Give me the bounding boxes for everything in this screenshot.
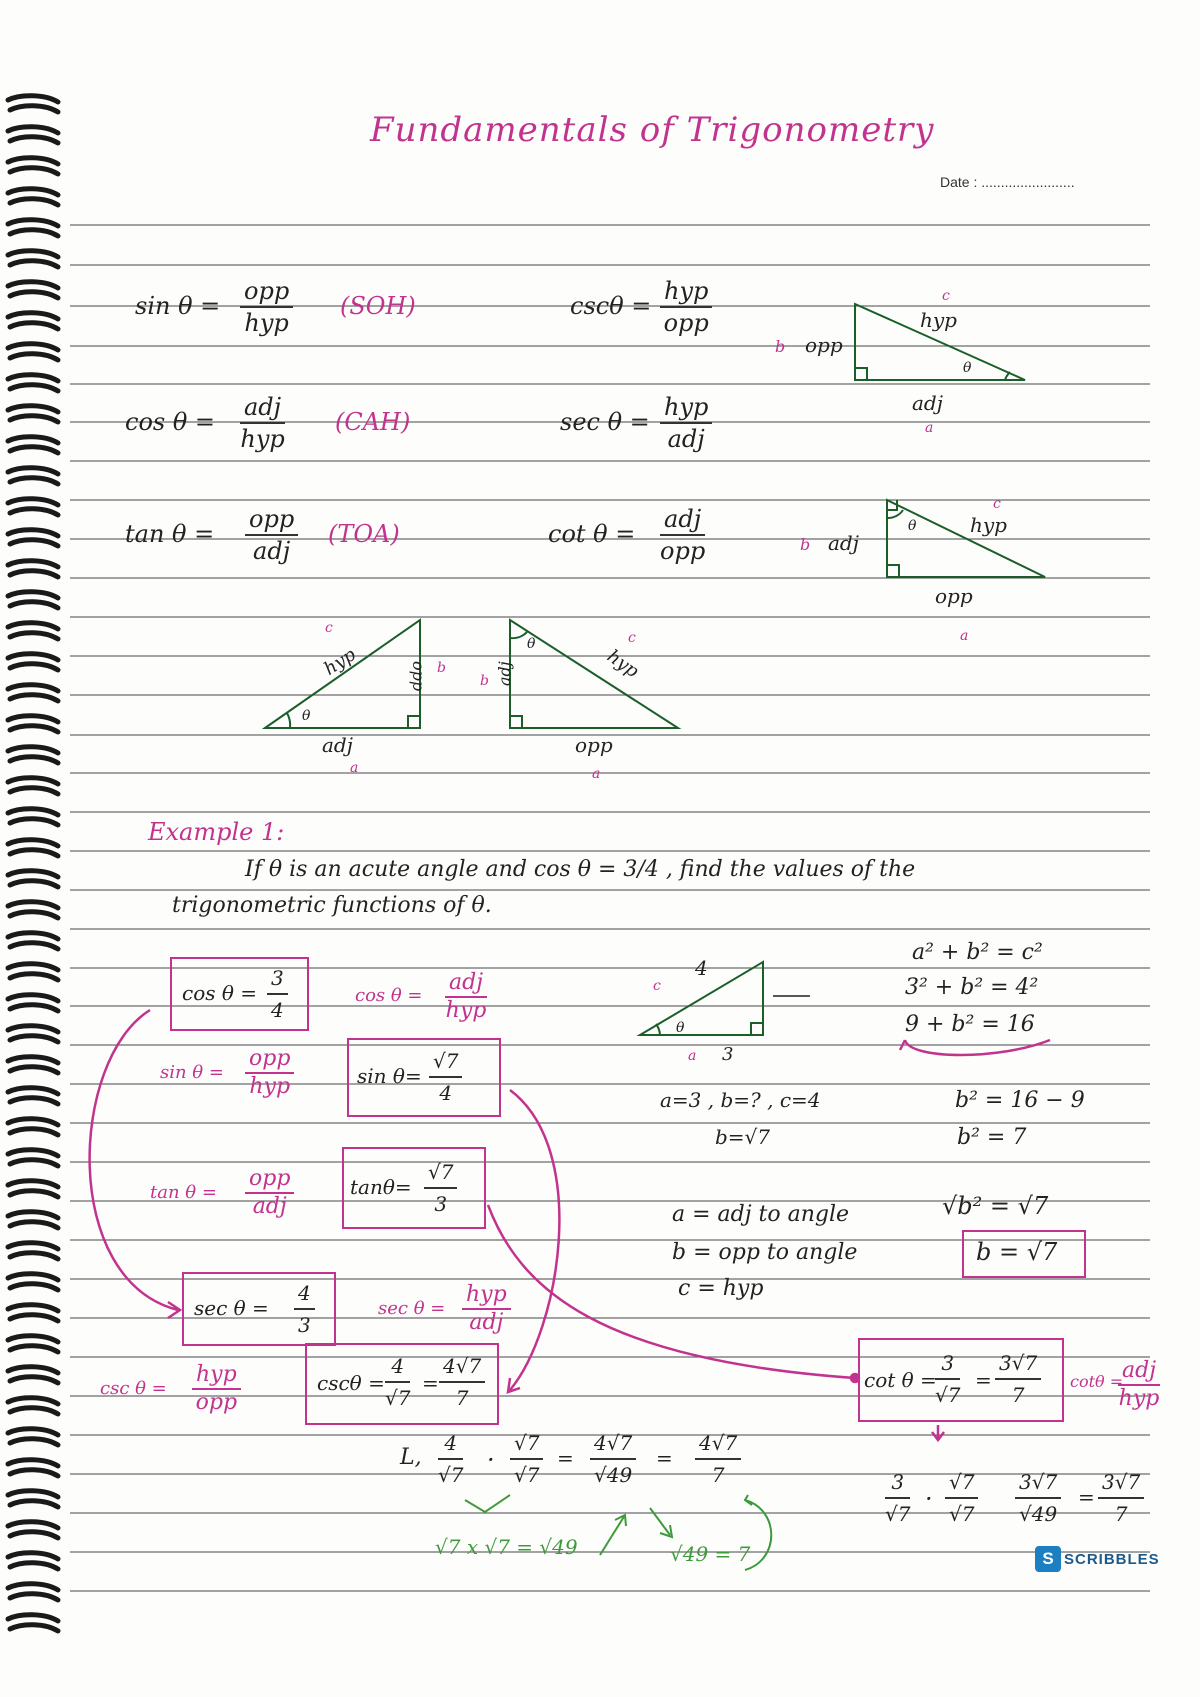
- cot-def-fraction: [1118, 1358, 1160, 1412]
- csc-box-frac1: [385, 1351, 410, 1413]
- tan-answer-box: [342, 1147, 486, 1229]
- sin-def-num: opp: [245, 1046, 294, 1074]
- ex-tri-theta: θ: [676, 1020, 685, 1036]
- cos-box-label: cos θ =: [182, 981, 258, 1005]
- cos-def-fraction: [445, 970, 487, 1024]
- sec-label: sec θ =: [560, 408, 650, 436]
- cot-step-dot: ·: [925, 1485, 933, 1513]
- cot-step4: [1098, 1467, 1144, 1529]
- sec-def-label: sec θ =: [378, 1298, 446, 1319]
- tan-den: adj: [253, 537, 291, 565]
- tan-box-num: √7: [424, 1157, 457, 1189]
- csc-label: cscθ =: [570, 292, 652, 320]
- cot-step1: [885, 1467, 910, 1529]
- example-label: Example 1:: [148, 818, 285, 846]
- pyth-line5: b² = 7: [957, 1125, 1027, 1150]
- cot-step2-den: √7: [949, 1502, 975, 1526]
- t4-a: a: [592, 766, 601, 782]
- green-note-1: √7 x √7 = √49: [435, 1535, 578, 1559]
- t3-b: b: [437, 660, 446, 676]
- legend-a: a = adj to angle: [672, 1202, 850, 1227]
- pyth-line7: b = √7: [976, 1238, 1058, 1266]
- csc-step3: [590, 1428, 636, 1490]
- sec-den: adj: [667, 425, 705, 453]
- sec-num: hyp: [660, 392, 712, 424]
- csc-num: hyp: [660, 276, 712, 308]
- cos-answer-box: [170, 957, 309, 1031]
- pyth-line6: √b² = √7: [942, 1192, 1049, 1220]
- t1-b: b: [775, 337, 786, 356]
- t1-c: c: [942, 288, 950, 304]
- sec-def-fraction: [462, 1282, 511, 1336]
- t2-opp: opp: [935, 584, 973, 608]
- cos-box-fraction: [267, 963, 288, 1025]
- sin-num: opp: [240, 276, 293, 308]
- t1-a: a: [925, 420, 934, 436]
- csc-step3-den: √49: [594, 1463, 633, 1487]
- t4-b: b: [480, 673, 489, 689]
- csc-step-eq1: =: [557, 1446, 574, 1470]
- sin-def-den: hyp: [249, 1074, 291, 1099]
- date-field[interactable]: Date : ........................: [940, 174, 1075, 190]
- csc-steps-arrow: L,: [400, 1445, 422, 1470]
- cot-def-label: cotθ =: [1070, 1372, 1124, 1391]
- t2-hyp: hyp: [970, 513, 1007, 537]
- b-answer-box: [962, 1230, 1086, 1278]
- soh-tag: (SOH): [340, 292, 416, 320]
- cot-step4-den: 7: [1114, 1502, 1128, 1526]
- cot-def-den: hyp: [1118, 1386, 1160, 1411]
- sin-box-den: 4: [439, 1081, 453, 1105]
- cot-box-eq: =: [975, 1368, 992, 1392]
- tan-num: opp: [245, 504, 298, 536]
- tan-box-den: 3: [434, 1192, 448, 1216]
- sin-den: hyp: [244, 309, 289, 337]
- cos-box-num: 3: [267, 963, 288, 995]
- cot-step1-num: 3: [885, 1467, 910, 1499]
- tan-def-fraction: [245, 1166, 294, 1220]
- t3-opp: opp: [409, 661, 428, 692]
- sec-def-den: adj: [469, 1310, 504, 1335]
- example-line1: If θ is an acute angle and cos θ = 3/4 , find the values of the: [245, 857, 916, 882]
- cot-step3-den: √49: [1019, 1502, 1058, 1526]
- cot-box-den2: 7: [1011, 1383, 1025, 1407]
- csc-def-fraction: [192, 1362, 241, 1416]
- t3-theta: θ: [302, 708, 311, 724]
- legend-b: b = opp to angle: [672, 1240, 858, 1265]
- sec-answer-box: [182, 1272, 336, 1346]
- csc-box-frac2: [439, 1351, 485, 1413]
- tan-label: tan θ =: [125, 520, 215, 548]
- ex-tri-top: 4: [695, 956, 708, 980]
- cot-box-num1: 3: [935, 1348, 960, 1380]
- scribbles-logo: [1035, 1546, 1160, 1572]
- cot-step3-num: 3√7: [1015, 1467, 1061, 1499]
- csc-step2-num: √7: [510, 1428, 543, 1460]
- t3-adj: adj: [322, 733, 353, 757]
- cos-den: hyp: [240, 425, 285, 453]
- logo-text: SCRIBBLES: [1064, 1550, 1160, 1568]
- cot-box-den1: √7: [935, 1383, 961, 1407]
- t4-theta: θ: [527, 636, 536, 652]
- csc-step4-den: 7: [711, 1463, 725, 1487]
- csc-box-den2: 7: [455, 1386, 469, 1410]
- cot-num: adj: [660, 504, 705, 536]
- t2-a: a: [960, 628, 969, 644]
- cot-box-frac1: [935, 1348, 960, 1410]
- t4-c: c: [628, 630, 636, 646]
- ex-tri-a: a: [688, 1048, 697, 1064]
- sec-box-den: 3: [298, 1313, 311, 1337]
- cot-step3: [1015, 1467, 1061, 1529]
- sin-def-label: sin θ =: [160, 1062, 224, 1083]
- csc-step1: [438, 1428, 463, 1490]
- t1-opp: opp: [805, 333, 843, 357]
- pyth-line4: b² = 16 − 9: [955, 1088, 1085, 1113]
- csc-box-num1: 4: [385, 1351, 410, 1383]
- triangle-3: [265, 620, 420, 728]
- csc-step4-num: 4√7: [695, 1428, 741, 1460]
- cos-box-den: 4: [271, 998, 284, 1022]
- tan-box-fraction: [424, 1157, 457, 1219]
- t4-opp: opp: [575, 733, 613, 757]
- tan-def-label: tan θ =: [150, 1182, 217, 1203]
- cos-label: cos θ =: [125, 408, 216, 436]
- ex-tri-3: 3: [722, 1044, 734, 1065]
- cot-step2-num: √7: [945, 1467, 978, 1499]
- t2-theta: θ: [908, 518, 917, 534]
- csc-box-den1: √7: [385, 1386, 411, 1410]
- t1-hyp: hyp: [920, 308, 957, 332]
- sin-answer-box: [347, 1038, 501, 1117]
- csc-answer-box: [305, 1343, 499, 1425]
- sin-def-fraction: [245, 1046, 294, 1100]
- sec-box-num: 4: [294, 1278, 315, 1310]
- pyth-line1: a² + b² = c²: [912, 940, 1043, 965]
- cot-den: opp: [660, 537, 706, 565]
- t3-c: c: [325, 620, 333, 636]
- t1-theta: θ: [963, 360, 972, 376]
- pyth-line2: 3² + b² = 4²: [905, 975, 1039, 1000]
- csc-def-label: csc θ =: [100, 1378, 167, 1399]
- cah-tag: (CAH): [335, 408, 411, 436]
- pyth-line3: 9 + b² = 16: [905, 1012, 1035, 1037]
- sec-box-label: sec θ =: [194, 1296, 269, 1320]
- csc-step1-num: 4: [438, 1428, 463, 1460]
- cot-step1-den: √7: [885, 1502, 911, 1526]
- cot-box-frac2: [995, 1348, 1041, 1410]
- sin-box-label: sin θ=: [357, 1064, 422, 1088]
- tan-def-den: adj: [252, 1194, 287, 1219]
- t1-adj: adj: [912, 391, 943, 415]
- t3-hyp: hyp: [320, 644, 360, 680]
- csc-step-dot: ·: [487, 1446, 495, 1474]
- t4-adj: adj: [495, 661, 514, 686]
- green-note-2: √49 = 7: [670, 1542, 751, 1566]
- csc-step1-den: √7: [438, 1463, 464, 1487]
- cos-def-den: hyp: [445, 998, 487, 1023]
- example-triangle: [640, 962, 810, 1035]
- csc-box-eq: =: [422, 1371, 439, 1395]
- page-title: Fundamentals of Trigonometry: [370, 110, 935, 150]
- cot-answer-box: [858, 1338, 1064, 1422]
- csc-step2: [510, 1428, 543, 1490]
- csc-step3-num: 4√7: [590, 1428, 636, 1460]
- sec-box-fraction: [294, 1278, 315, 1340]
- values-line1: a=3 , b=? , c=4: [660, 1088, 821, 1112]
- cos-def-num: adj: [445, 970, 487, 998]
- t2-b: b: [800, 535, 811, 554]
- ex-tri-c: c: [653, 978, 661, 994]
- tan-def-num: opp: [245, 1166, 294, 1194]
- triangle-2: [887, 500, 1045, 577]
- cos-num: adj: [240, 392, 285, 424]
- sin-label: sin θ =: [135, 292, 221, 320]
- example-line2: trigonometric functions of θ.: [172, 893, 492, 918]
- t3-a: a: [350, 760, 359, 776]
- sec-def-num: hyp: [462, 1282, 511, 1310]
- cot-label: cot θ =: [548, 520, 636, 548]
- cos-def-label: cos θ =: [355, 985, 423, 1006]
- cot-step-eq: =: [1078, 1485, 1095, 1509]
- csc-def-den: opp: [195, 1390, 238, 1415]
- cot-box-label: cot θ =: [864, 1368, 937, 1392]
- legend-c: c = hyp: [678, 1276, 764, 1301]
- sin-box-fraction: [429, 1046, 462, 1108]
- tan-box-label: tanθ=: [350, 1175, 412, 1199]
- t4-hyp: hyp: [603, 645, 643, 683]
- cot-def-num: adj: [1118, 1358, 1160, 1386]
- toa-tag: (TOA): [328, 520, 400, 548]
- cot-step4-num: 3√7: [1098, 1467, 1144, 1499]
- t2-c: c: [993, 496, 1001, 512]
- csc-def-num: hyp: [192, 1362, 241, 1390]
- cot-step2: [945, 1467, 978, 1529]
- logo-mark-icon: S: [1035, 1546, 1061, 1572]
- sin-box-num: √7: [429, 1046, 462, 1078]
- t2-adj: adj: [828, 531, 859, 555]
- csc-step2-den: √7: [514, 1463, 540, 1487]
- csc-den: opp: [663, 309, 709, 337]
- csc-step4: [695, 1428, 741, 1490]
- csc-step-eq2: =: [656, 1446, 673, 1470]
- values-line2: b=√7: [715, 1125, 771, 1149]
- csc-box-label: cscθ =: [317, 1371, 385, 1395]
- cot-box-num2: 3√7: [995, 1348, 1041, 1380]
- csc-box-num2: 4√7: [439, 1351, 485, 1383]
